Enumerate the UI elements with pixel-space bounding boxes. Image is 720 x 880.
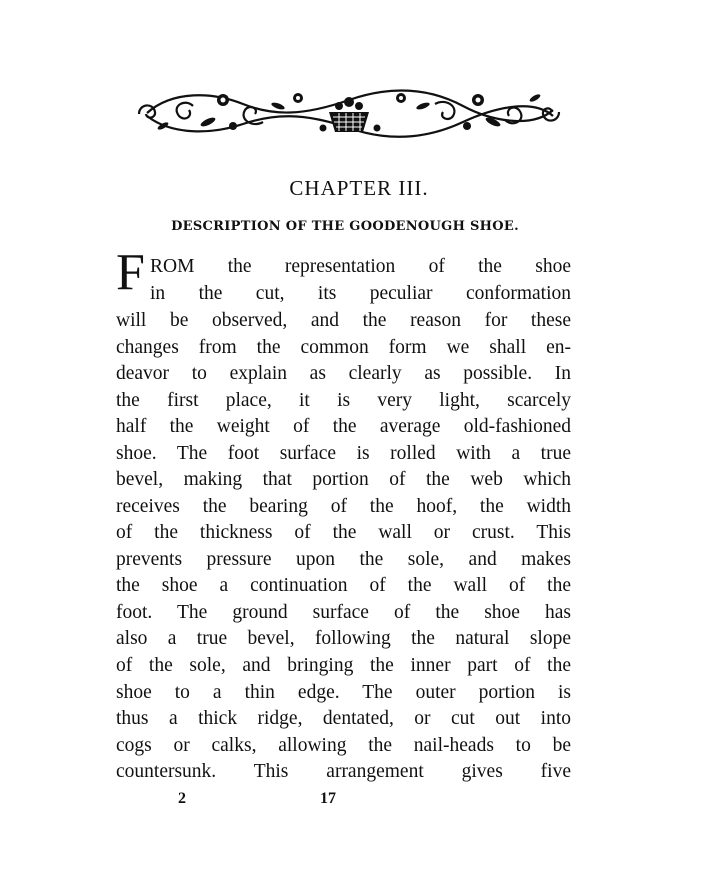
text-line: ROM the representation of the shoe <box>150 256 571 277</box>
chapter-subtitle: DESCRIPTION OF THE GOODENOUGH SHOE. <box>171 219 519 234</box>
text-line: will be observed, and the reason for these <box>116 310 571 331</box>
text-line: cogs or calks, allowing the nail-heads to be <box>116 735 571 756</box>
text-line: in the cut, its peculiar conformation <box>150 283 571 304</box>
text-line: receives the bearing of the hoof, the width <box>116 496 571 517</box>
text-line: countersunk. This arrangement gives five <box>116 761 571 782</box>
signature-mark: 2 <box>178 790 186 807</box>
text-line: thus a thick ridge, dentated, or cut out into <box>116 708 571 729</box>
text-line: deavor to explain as clearly as possible. In <box>116 363 571 384</box>
chapter-heading: CHAPTER III. <box>289 176 429 200</box>
floral-ornament-headpiece <box>133 86 565 140</box>
text-line: the first place, it is very light, scarcely <box>116 390 571 411</box>
text-line: of the sole, and bringing the inner part of the <box>116 655 571 676</box>
text-line: shoe. The foot surface is rolled with a true <box>116 443 571 464</box>
page-number: 17 <box>320 790 336 807</box>
drop-cap: F <box>116 244 145 301</box>
text-line: prevents pressure upon the sole, and makes <box>116 549 571 570</box>
text-line: bevel, making that portion of the web which <box>116 469 571 490</box>
text-line: of the thickness of the wall or crust. This <box>116 522 571 543</box>
text-line: shoe to a thin edge. The outer portion is <box>116 682 571 703</box>
text-line: half the weight of the average old-fashioned <box>116 416 571 437</box>
text-line: the shoe a continuation of the wall of the <box>116 575 571 596</box>
text-line: foot. The ground surface of the shoe has <box>116 602 571 623</box>
text-line: also a true bevel, following the natural slope <box>116 628 571 649</box>
text-line: changes from the common form we shall en- <box>116 337 571 358</box>
